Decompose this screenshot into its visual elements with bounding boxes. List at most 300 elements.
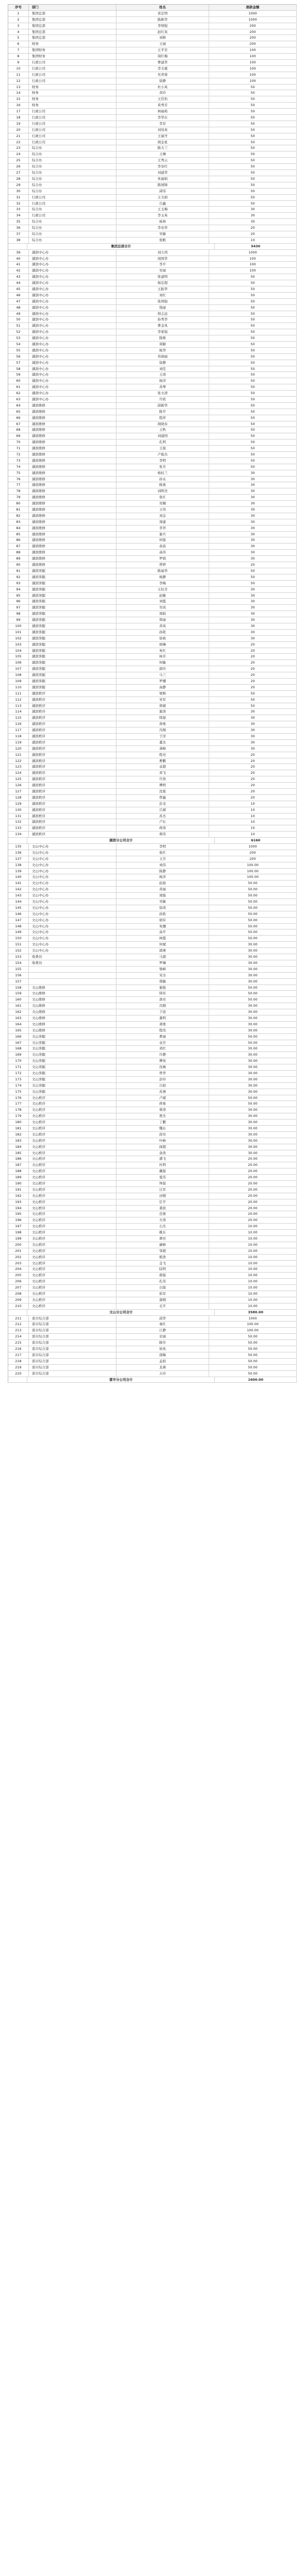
row-name: 阎超 [116, 1144, 209, 1150]
table-row [8, 1126, 297, 1132]
row-amount: 50.00 [209, 936, 297, 941]
table-row [8, 887, 297, 893]
table-header [8, 5, 297, 11]
row-dept: 湖滨秩序 [29, 783, 116, 788]
row-amount: 20.00 [209, 1193, 297, 1199]
row-dept: 文山秩序 [29, 1217, 116, 1223]
row-no: 199 [8, 1236, 29, 1242]
table-row [8, 936, 297, 942]
row-dept: 雷市综合部 [29, 1346, 116, 1352]
table-row [8, 397, 297, 403]
row-dept: 文山客服 [29, 1089, 116, 1095]
row-amount: 20.00 [209, 1181, 297, 1187]
table-row [8, 403, 297, 409]
row-dept: 湖滨维修 [29, 421, 116, 427]
row-no: 7 [8, 47, 29, 53]
row-name: 徐静 [116, 78, 209, 84]
row-dept: 湖滨维修 [29, 470, 116, 476]
row-no: 52 [8, 329, 29, 335]
row-amount: 200 [209, 850, 297, 856]
row-no: 61 [8, 384, 29, 390]
row-dept: 文山秩序 [29, 1181, 116, 1187]
row-dept: 湖滨客服 [29, 611, 116, 617]
row-amount: 50 [209, 360, 297, 366]
table-row [8, 201, 297, 207]
table-row [8, 1285, 297, 1291]
row-amount: 20 [209, 672, 297, 678]
row-name: 吴佩 [116, 501, 209, 506]
row-amount: 50 [209, 397, 297, 402]
row-name: 林丽莉 [116, 109, 209, 114]
row-name: 王秋 [116, 427, 209, 433]
row-name: 杜明 [116, 1162, 209, 1168]
row-name: 吴敏 [116, 899, 209, 905]
row-amount: 50 [209, 403, 297, 409]
table-row [8, 433, 297, 439]
table-row [8, 1156, 297, 1162]
row-no: 90 [8, 562, 29, 568]
row-amount: 50 [209, 703, 297, 709]
row-dept: 湖滨中心办 [29, 305, 116, 311]
row-no: 168 [8, 1046, 29, 1052]
row-name: 周建 [116, 519, 209, 525]
table-row [8, 911, 297, 918]
table-row [8, 929, 297, 936]
row-name: 王振华 [116, 286, 209, 292]
row-name: 杜小英 [116, 84, 209, 90]
row-dept: 雷市综合部 [29, 1334, 116, 1340]
table-row [8, 801, 297, 807]
table-row [8, 238, 297, 244]
row-name: 张建明 [116, 274, 209, 280]
row-amount: 30 [209, 556, 297, 562]
row-dept: 行政公司 [29, 109, 116, 114]
table-row [8, 409, 297, 415]
row-amount: 100 [209, 54, 297, 59]
row-no: 27 [8, 170, 29, 176]
row-amount: 50 [209, 299, 297, 304]
row-amount: 50 [209, 574, 297, 580]
row-amount: 30 [209, 519, 297, 525]
row-dept: 集团总部 [29, 29, 116, 35]
row-amount: 100.00 [209, 862, 297, 868]
row-dept: 文山秩序 [29, 1199, 116, 1205]
row-name: 何斌 [116, 942, 209, 947]
table-row [8, 1365, 297, 1371]
table-row [8, 342, 297, 348]
row-dept: 湖滨中心办 [29, 262, 116, 267]
row-name: 梁峰 [116, 967, 209, 972]
subtotal-amount: 6160 [215, 838, 297, 843]
row-dept: 雷市综合部 [29, 1321, 116, 1327]
row-dept: 文山维修 [29, 1028, 116, 1033]
row-amount: 200 [209, 35, 297, 41]
row-name: 吕娟 [116, 1083, 209, 1089]
row-no: 129 [8, 801, 29, 807]
row-name: 卢斌 [116, 1095, 209, 1101]
table-row [8, 807, 297, 814]
row-amount: 30 [209, 207, 297, 212]
row-name: 何强 [116, 537, 209, 543]
row-name: 周国华 [116, 256, 209, 262]
row-name: 胡琳 [116, 642, 209, 648]
row-amount: 30 [209, 477, 297, 482]
row-dept: 湖滨中心办 [29, 360, 116, 366]
row-amount: 50 [209, 96, 297, 102]
row-dept: 湖滨秩序 [29, 703, 116, 709]
table-row [8, 617, 297, 623]
table-row [8, 1211, 297, 1217]
row-dept: 湖滨中心办 [29, 329, 116, 335]
row-no: 169 [8, 1052, 29, 1058]
row-amount: 30 [209, 721, 297, 727]
row-amount: 50 [209, 182, 297, 188]
row-name: 王平安 [116, 47, 209, 53]
row-dept: 湖滨客服 [29, 574, 116, 580]
table-row [8, 213, 297, 219]
table-row [8, 568, 297, 574]
table-row [8, 556, 297, 562]
subtotal-label: 集团总部合计 [27, 244, 215, 249]
row-dept: 集团总部 [29, 11, 116, 16]
row-name: 韩军 [116, 991, 209, 996]
row-dept: 湖滨中心办 [29, 268, 116, 274]
table-row [8, 967, 297, 973]
row-amount: 20 [209, 666, 297, 672]
row-amount: 50 [209, 121, 297, 127]
row-dept: 文山秩序 [29, 1156, 116, 1162]
row-amount: 200 [209, 23, 297, 29]
table-row [8, 562, 297, 568]
row-amount: 50 [209, 286, 297, 292]
row-name: 蒋涛 [116, 825, 209, 831]
row-name: 赵磊 [116, 880, 209, 886]
row-name: 赵敏 [116, 593, 209, 599]
row-name: 王桂芳 [116, 587, 209, 592]
row-no: 177 [8, 1101, 29, 1107]
table-row [8, 195, 297, 201]
row-no: 206 [8, 1279, 29, 1284]
row-dept: 湖滨客服 [29, 593, 116, 599]
row-dept: 湖滨中心办 [29, 391, 116, 396]
row-name: 康刚 [116, 1297, 209, 1303]
row-dept: 雷市综合部 [29, 1352, 116, 1358]
row-no: 153 [8, 954, 29, 960]
row-no: 41 [8, 262, 29, 267]
row-name: 许欣 [116, 397, 209, 402]
row-dept: 湖滨中心办 [29, 311, 116, 317]
row-name: 胡军 [116, 918, 209, 923]
table-row [8, 280, 297, 286]
row-amount: 50 [209, 335, 297, 341]
row-name: 王佳怡 [116, 96, 209, 102]
row-no: 46 [8, 293, 29, 298]
row-no: 193 [8, 1199, 29, 1205]
row-no: 40 [8, 256, 29, 262]
row-name: 石杰 [116, 1224, 209, 1229]
row-no: 13 [8, 84, 29, 90]
subtotal-blank [8, 838, 27, 843]
row-amount: 30.00 [209, 967, 297, 972]
row-amount: 30.00 [209, 1046, 297, 1052]
row-name: 张红 [116, 850, 209, 856]
row-dept: 文山秩序 [29, 1236, 116, 1242]
row-amount: 10 [209, 807, 297, 813]
row-dept: 财务 [29, 103, 116, 108]
row-name: 曹金凤 [116, 323, 209, 329]
row-dept: 文山中心办 [29, 924, 116, 929]
row-no: 74 [8, 464, 29, 470]
row-no: 23 [8, 145, 29, 151]
row-name: 魏东 [116, 1126, 209, 1131]
row-amount: 50 [209, 464, 297, 470]
row-amount: 30.00 [209, 1058, 297, 1064]
row-amount: 50 [209, 342, 297, 347]
row-amount: 50.00 [209, 887, 297, 892]
row-no: 31 [8, 195, 29, 200]
row-no: 220 [8, 1371, 29, 1377]
row-dept: 文山秩序 [29, 1132, 116, 1138]
row-name: 郭玲 [116, 666, 209, 672]
row-name: 宋杰 [116, 973, 209, 978]
table-row [8, 893, 297, 899]
table-row [8, 1107, 297, 1113]
row-dept: 湖滨客服 [29, 660, 116, 666]
row-amount: 50 [209, 329, 297, 335]
row-amount: 50 [209, 323, 297, 329]
row-name: 刘建国 [116, 433, 209, 439]
row-no: 186 [8, 1156, 29, 1162]
row-name: 江静 [116, 1328, 209, 1333]
table-row [8, 574, 297, 581]
table-row [8, 182, 297, 189]
row-dept: 湖滨秩序 [29, 715, 116, 721]
table-row [8, 335, 297, 342]
row-dept: 综合办 [29, 207, 116, 212]
row-no: 53 [8, 335, 29, 341]
row-amount: 20.00 [209, 1156, 297, 1162]
row-no: 130 [8, 807, 29, 813]
row-no: 75 [8, 470, 29, 476]
row-no: 35 [8, 219, 29, 225]
row-dept: 湖滨维修 [29, 415, 116, 421]
table-row [8, 685, 297, 691]
row-dept: 湖滨秩序 [29, 814, 116, 819]
table-row [8, 1168, 297, 1175]
row-name: 吴丽 [116, 268, 209, 274]
row-dept: 文山秩序 [29, 1120, 116, 1125]
row-name: 萧勇 [116, 1022, 209, 1027]
table-row [8, 1064, 297, 1071]
table-row [8, 47, 297, 54]
table-row [8, 666, 297, 672]
row-no: 111 [8, 691, 29, 697]
row-dept: 综合办 [29, 231, 116, 237]
row-no: 116 [8, 721, 29, 727]
row-dept: 湖滨客服 [29, 617, 116, 623]
row-no: 36 [8, 225, 29, 231]
row-name: 陈静 [116, 869, 209, 874]
row-amount: 50 [209, 378, 297, 384]
row-amount: 50 [209, 581, 297, 586]
subtotal-blank [8, 244, 27, 249]
row-no: 201 [8, 1248, 29, 1254]
row-amount: 30 [209, 544, 297, 549]
row-amount: 30.00 [209, 1052, 297, 1058]
table-row [8, 1052, 297, 1058]
row-dept: 综合办 [29, 151, 116, 157]
row-dept: 湖滨维修 [29, 550, 116, 555]
row-amount: 50 [209, 366, 297, 372]
table-row [8, 1316, 297, 1322]
row-name: 罗晓 [116, 556, 209, 562]
row-name: 程亮 [116, 752, 209, 758]
table-row [8, 1321, 297, 1328]
row-no: 101 [8, 630, 29, 635]
row-name: 蒋勇 [116, 1101, 209, 1107]
row-name: 李华东 [116, 115, 209, 121]
row-dept: 收费员 [29, 960, 116, 966]
row-name: 刘明亮 [116, 488, 209, 494]
table-row [8, 789, 297, 795]
row-name: 龙燕 [116, 1365, 209, 1370]
row-name: 杨宏超 [116, 280, 209, 286]
row-no: 195 [8, 1211, 29, 1217]
row-amount: 20 [209, 225, 297, 231]
row-dept: 财务 [29, 96, 116, 102]
table-row [8, 1181, 297, 1187]
row-no: 106 [8, 660, 29, 666]
table-row [8, 317, 297, 323]
row-amount: 100.00 [209, 869, 297, 874]
row-dept: 文山秩序 [29, 1211, 116, 1217]
row-amount: 50.00 [209, 880, 297, 886]
row-amount: 10 [209, 801, 297, 807]
row-dept: 湖滨秩序 [29, 727, 116, 733]
row-amount: 30.00 [209, 1077, 297, 1082]
table-row [8, 439, 297, 446]
row-name: 王磊 [116, 446, 209, 451]
row-amount: 50 [209, 90, 297, 96]
table-row [8, 470, 297, 477]
table-row [8, 446, 297, 452]
row-amount: 20 [209, 679, 297, 684]
row-dept: 文山中心办 [29, 880, 116, 886]
row-no: 78 [8, 488, 29, 494]
row-amount: 30.00 [209, 1089, 297, 1095]
row-name: 陈维 [116, 335, 209, 341]
row-name: 张芳 [116, 464, 209, 470]
row-dept: 综合办 [29, 189, 116, 194]
row-no: 51 [8, 323, 29, 329]
row-no: 67 [8, 421, 29, 427]
row-name: 邓飞 [116, 770, 209, 776]
table-row [8, 372, 297, 378]
row-no: 25 [8, 158, 29, 163]
row-amount: 50 [209, 415, 297, 421]
row-name: 王丽 [116, 41, 209, 47]
table-row [8, 323, 297, 329]
row-amount: 100 [209, 66, 297, 72]
row-no: 6 [8, 41, 29, 47]
table-row [8, 384, 297, 391]
table-row [8, 899, 297, 905]
row-name: 李平 [116, 262, 209, 267]
row-amount: 30 [209, 219, 297, 225]
row-name: 陈新华 [116, 17, 209, 23]
row-amount: 50 [209, 274, 297, 280]
row-name: 李国强 [116, 23, 209, 29]
row-no: 99 [8, 617, 29, 623]
row-name: 廖峰 [116, 1242, 209, 1248]
table-row [8, 311, 297, 317]
row-name: 王芳 [116, 856, 209, 862]
row-no: 182 [8, 1132, 29, 1138]
row-dept: 湖滨客服 [29, 648, 116, 654]
row-amount: 10.00 [209, 1248, 297, 1254]
row-no: 48 [8, 305, 29, 311]
row-name: 戴强 [116, 1168, 209, 1174]
header-amount: 捐款金额 [209, 5, 297, 10]
row-name: 吴敏 [116, 231, 209, 237]
row-amount: 50.00 [209, 1352, 297, 1358]
table-row [8, 1273, 297, 1279]
row-dept: 湖滨维修 [29, 409, 116, 415]
row-no: 87 [8, 544, 29, 549]
row-amount: 50.00 [209, 985, 297, 991]
row-no: 202 [8, 1255, 29, 1260]
row-dept: 文山秩序 [29, 1279, 116, 1284]
row-no: 91 [8, 568, 29, 574]
row-amount: 10 [209, 832, 297, 837]
row-amount: 30 [209, 611, 297, 617]
row-amount: 50.00 [209, 1095, 297, 1101]
row-no: 97 [8, 605, 29, 611]
row-dept: 湖滨客服 [29, 642, 116, 648]
row-dept: 文山中心办 [29, 844, 116, 850]
row-dept: 湖滨维修 [29, 464, 116, 470]
table-row [8, 581, 297, 587]
row-no: 176 [8, 1095, 29, 1101]
row-dept: 文山秩序 [29, 1273, 116, 1278]
row-amount: 100.00 [209, 874, 297, 880]
row-name: 任平 [116, 1199, 209, 1205]
row-name: 刘佳 [116, 366, 209, 372]
table-row [8, 960, 297, 967]
row-name: 夏伟 [116, 1175, 209, 1180]
table-row [8, 268, 297, 274]
row-no: 187 [8, 1162, 29, 1168]
row-amount: 30 [209, 715, 297, 721]
row-name: 邵梅 [116, 1352, 209, 1358]
row-amount: 30 [209, 727, 297, 733]
row-dept: 湖滨秩序 [29, 697, 116, 703]
row-name: 黄丽 [116, 887, 209, 892]
row-name: 李春华 [116, 225, 209, 231]
table-row [8, 1279, 297, 1285]
row-amount: 30 [209, 617, 297, 623]
row-no: 96 [8, 599, 29, 604]
row-no: 123 [8, 764, 29, 770]
row-no: 42 [8, 268, 29, 274]
row-dept: 综合办 [29, 225, 116, 231]
row-name: 刘伟 [116, 862, 209, 868]
row-amount: 20 [209, 654, 297, 659]
row-amount: 50 [209, 127, 297, 133]
table-row [8, 1255, 297, 1261]
row-name: 周红梅 [116, 54, 209, 59]
row-amount: 50.00 [209, 997, 297, 1003]
